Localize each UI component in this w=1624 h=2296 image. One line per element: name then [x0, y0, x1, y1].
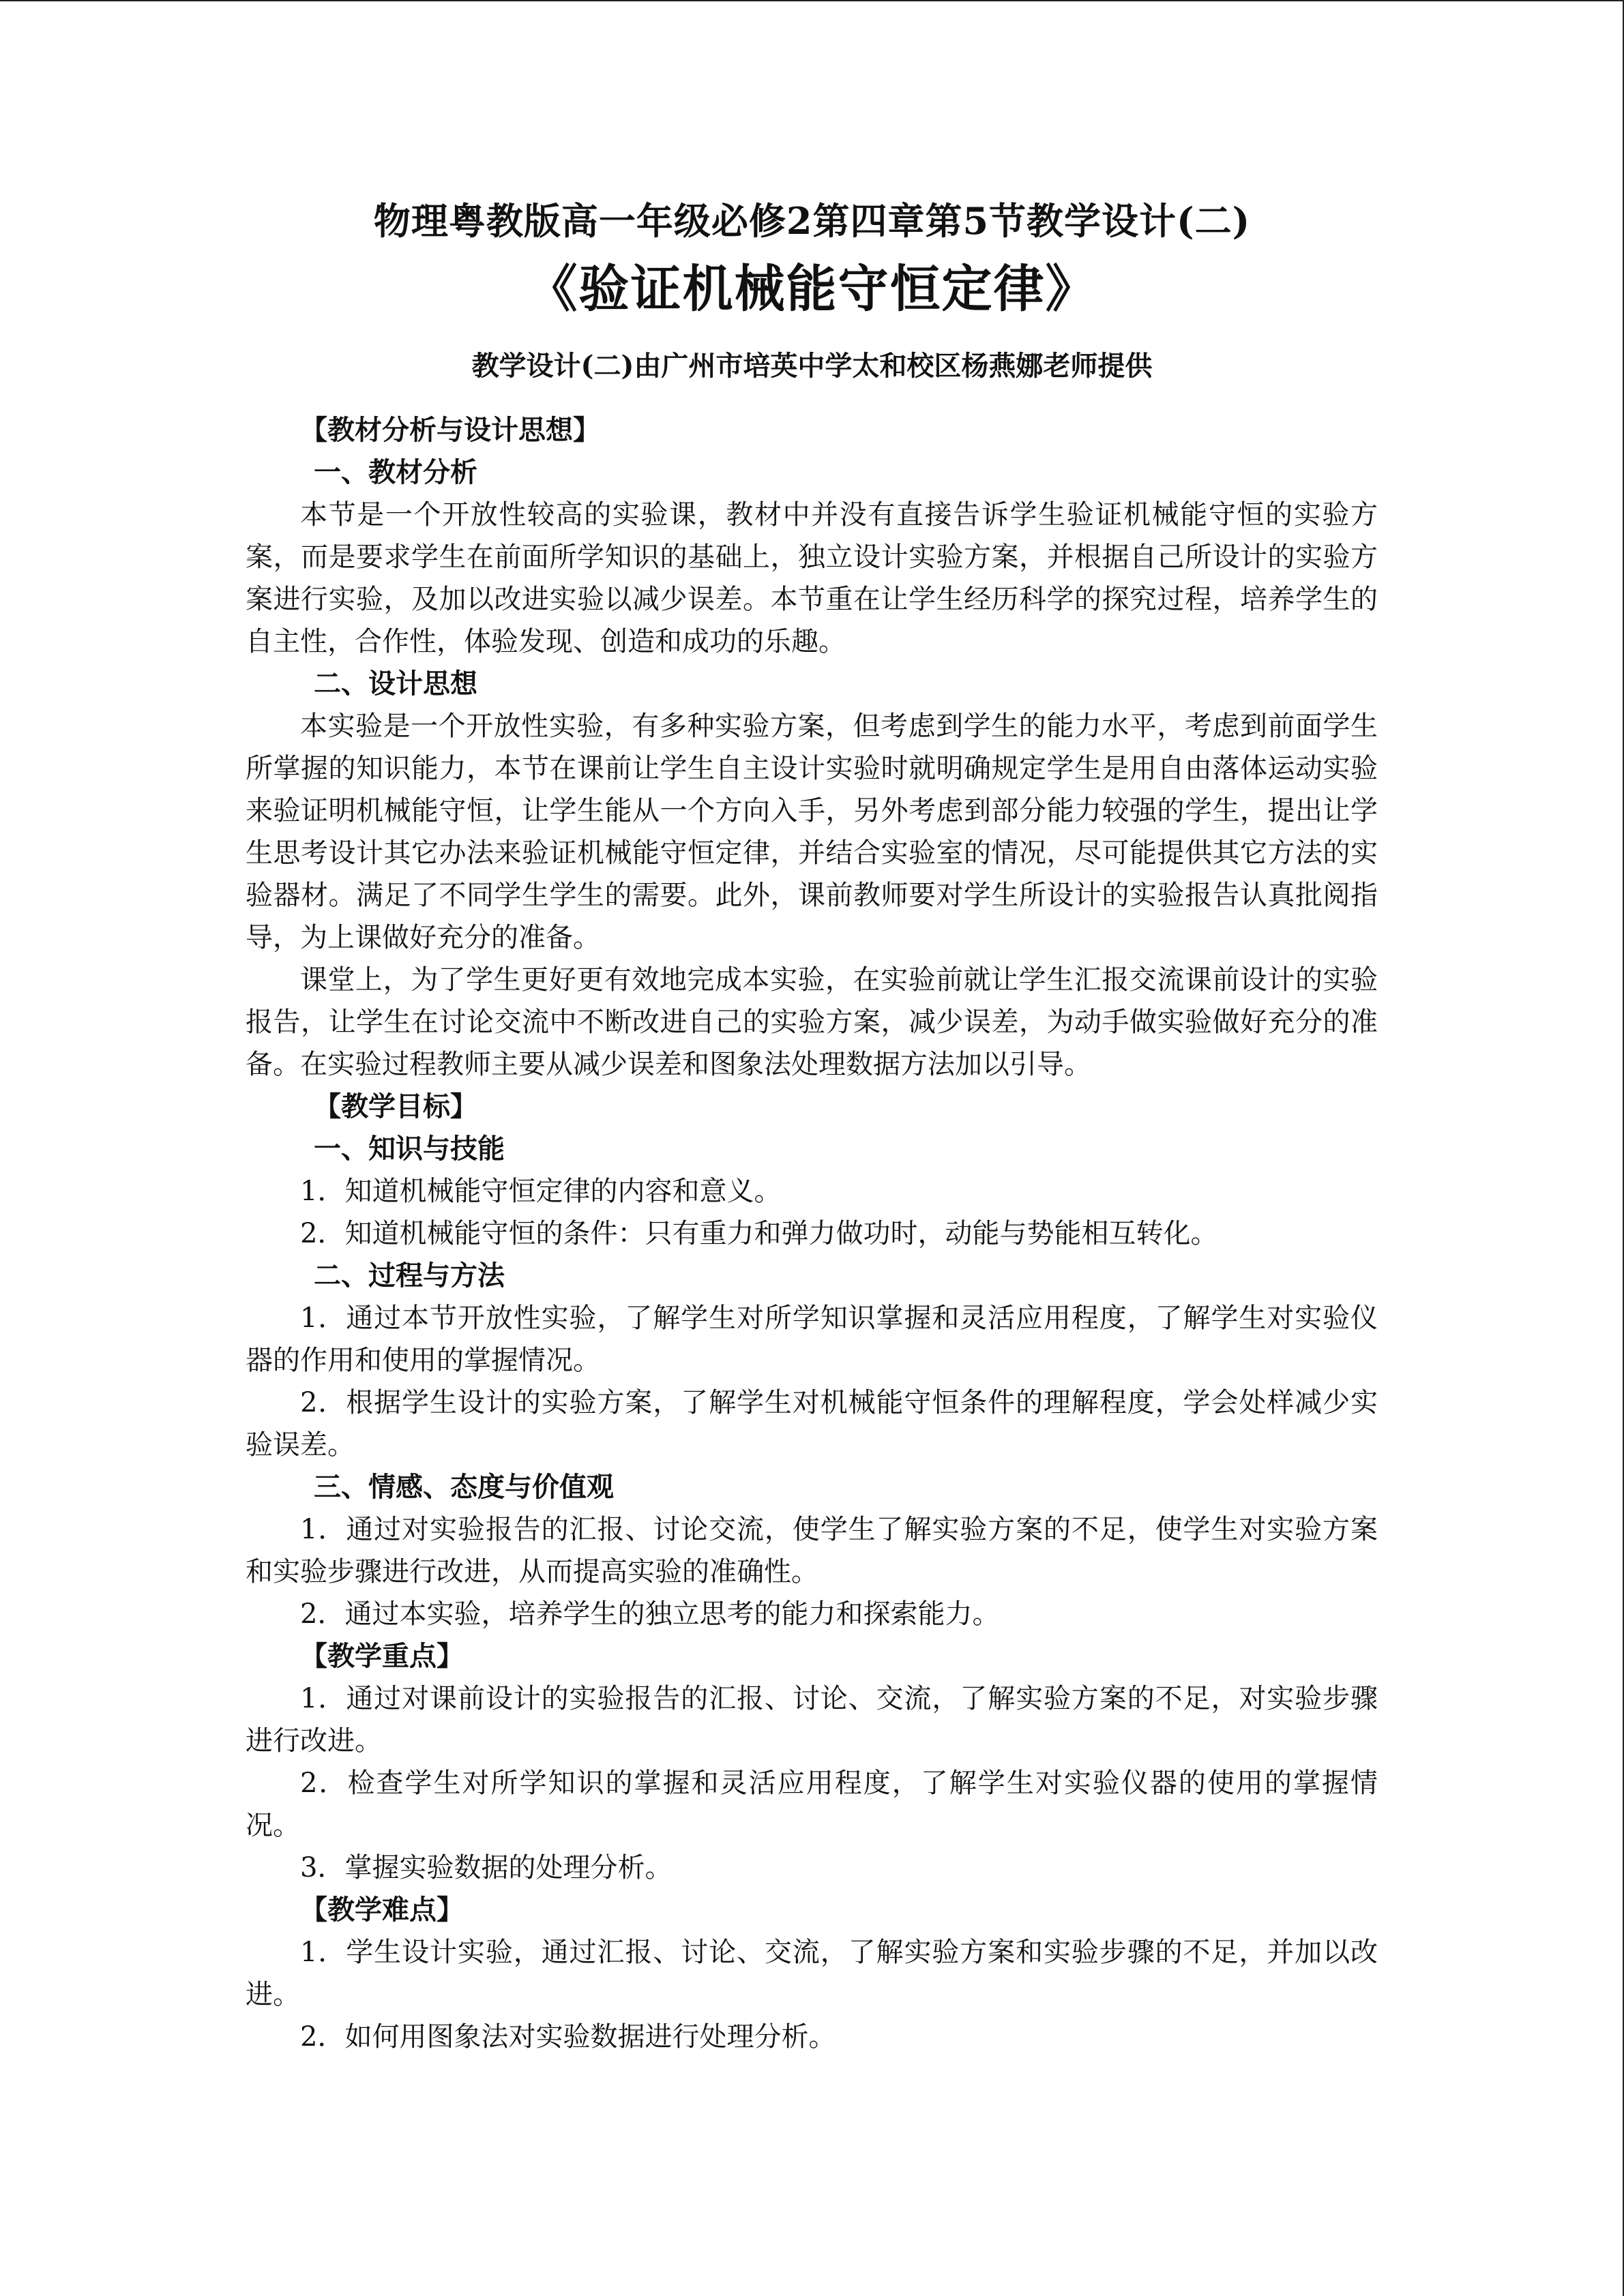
sub-heading-emotion: 三、情感、态度与价值观: [314, 1471, 614, 1503]
paragraph-textbook: 本节是一个开放性较高的实验课，教材中并没有直接告诉学生验证机械能守恒的实验方案，而是要求学生在前面所学知识的基础上，独立设计实验方案，并根据自己所设计的实验方案进行实验，及加以改进实验以减少误差。本节重在让学生经历科学的探究过程，培养学生的自主性，合作性，体验发现、创造和成功的乐趣。: [246, 499, 1378, 657]
list-item-key-2: 2．检查学生对所学知识的掌握和灵活应用程度，了解学生对实验仪器的使用的掌握情况。: [246, 1768, 1378, 1841]
list-item-difficulty-1: 1．学生设计实验，通过汇报、讨论、交流，了解实验方案和实验步骤的不足，并加以改进。: [246, 1937, 1378, 2010]
document-body: [246, 409, 1378, 2058]
paragraph-design-1: 本实验是一个开放性实验，有多种实验方案，但考虑到学生的能力水平，考虑到前面学生所掌握的知识能力，本节在课前让学生自主设计实验时就明确规定学生是用自由落体运动实验来验证明机械能守恒，让学生能从一个方向入手，另外考虑到部分能力较强的学生，提出让学生思考设计其它办法来验证机械能守恒定律，并结合实验室的情况，尽可能提供其它方法的实验器材。满足了不同学生学生的需要。此外，课前教师要对学生所设计的实验报告认真批阅指导，为上课做好充分的准备。: [246, 711, 1378, 953]
document-title: 物理粤教版高一年级必修2第四章第5节教学设计(二): [373, 199, 1251, 243]
sub-heading-process: 二、过程与方法: [314, 1259, 505, 1292]
list-item-key-1: 1．通过对课前设计的实验报告的汇报、讨论、交流，了解实验方案的不足，对实验步骤进行改进。: [246, 1683, 1378, 1757]
section-heading-analysis: 【教材分析与设计思想】: [300, 414, 600, 446]
list-item-knowledge-1: 1．知道机械能守恒定律的内容和意义。: [300, 1176, 782, 1207]
sub-heading-design: 二、设计思想: [314, 668, 477, 700]
list-item-knowledge-2: 2．知道机械能守恒的条件：只有重力和弹力做功时，动能与势能相互转化。: [300, 1218, 1218, 1249]
list-item-difficulty-2: 2．如何用图象法对实验数据进行处理分析。: [300, 2021, 836, 2053]
paragraph-design-2: 课堂上，为了学生更好更有效地完成本实验，在实验前就让学生汇报交流课前设计的实验报告，让学生在讨论交流中不断改进自己的实验方案，减少误差，为动手做实验做好充分的准备。在实验过程教师主要从减少误差和图象法处理数据方法加以引导。: [246, 964, 1378, 1080]
list-item-process-1: 1．通过本节开放性实验，了解学生对所学知识掌握和灵活应用程度，了解学生对实验仪器的作用和使用的掌握情况。: [246, 1302, 1378, 1376]
list-item-process-2: 2．根据学生设计的实验方案，了解学生对机械能守恒条件的理解程度，学会处样减少实验误差。: [246, 1387, 1378, 1461]
list-item-key-3: 3．掌握实验数据的处理分析。: [300, 1852, 673, 1883]
list-item-emotion-2: 2．通过本实验，培养学生的独立思考的能力和探索能力。: [300, 1598, 1000, 1630]
sub-heading-textbook: 一、教材分析: [314, 456, 477, 488]
section-heading-goals: 【教学目标】: [314, 1090, 477, 1122]
sub-heading-knowledge: 一、知识与技能: [314, 1133, 505, 1165]
section-heading-difficulty: 【教学难点】: [300, 1894, 464, 1926]
document-subtitle: 《验证机械能守恒定律》: [527, 260, 1097, 318]
section-heading-key: 【教学重点】: [300, 1640, 464, 1672]
provider-line: 教学设计(二)由广州市培英中学太和校区杨燕娜老师提供: [471, 350, 1153, 382]
list-item-emotion-1: 1．通过对实验报告的汇报、讨论交流，使学生了解实验方案的不足，使学生对实验方案和实验步骤进行改进，从而提高实验的准确性。: [246, 1514, 1378, 1587]
